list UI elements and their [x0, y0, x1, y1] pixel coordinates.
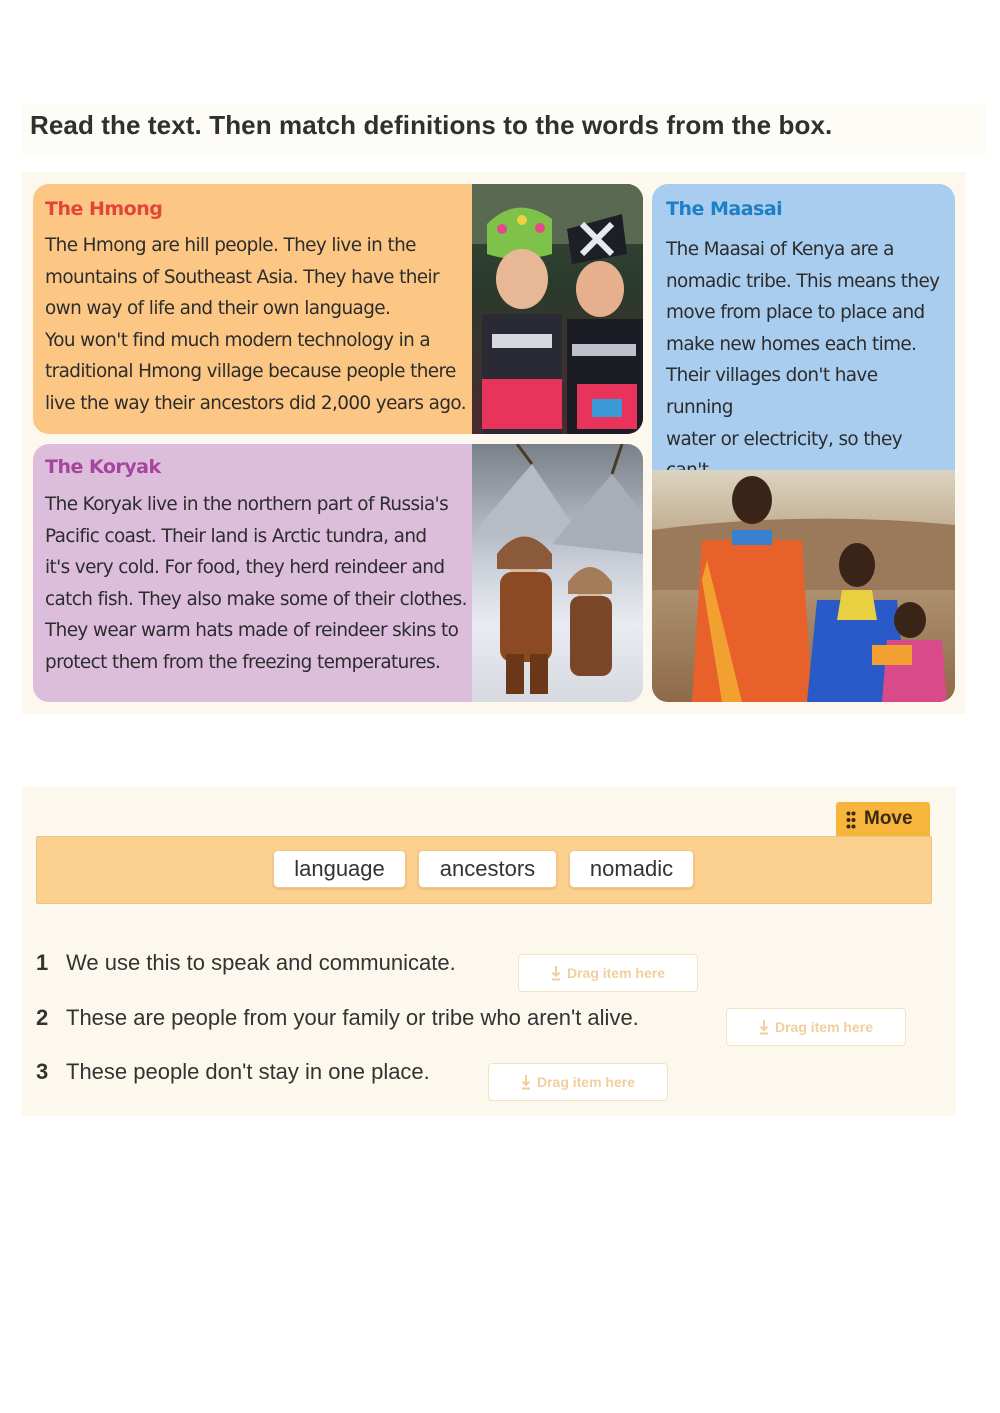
drop-zone-3[interactable] — [488, 1063, 668, 1101]
maasai-line: water or electricity, so they — [666, 428, 902, 450]
download-arrow-icon — [521, 1074, 531, 1090]
hmong-title: The Hmong — [45, 198, 163, 220]
hmong-line: traditional Hmong village because people there — [45, 361, 456, 383]
question-3-number: 3 — [36, 1059, 49, 1084]
move-label: Move — [864, 808, 913, 829]
hmong-line: You won't find much modern technology in a — [45, 329, 431, 351]
download-arrow-icon — [759, 1019, 769, 1035]
drop-zone-label: Drag item here — [774, 1019, 874, 1035]
move-handle[interactable] — [836, 802, 930, 836]
koryak-line: catch fish. They also make some of their clothes. — [45, 588, 467, 610]
maasai-line: move from place to place and — [666, 302, 925, 324]
hmong-line: own way of life and their own language. — [45, 298, 391, 320]
question-2-number: 2 — [36, 1005, 49, 1030]
question-3-text: These people don't stay in one place. — [66, 1059, 430, 1084]
koryak-line: The Koryak live in the northern part of Russia's — [45, 494, 449, 515]
hmong-photo-illustration — [472, 184, 643, 434]
koryak-photo-illustration — [472, 444, 643, 702]
question-1-text: We use this to speak and communicate. — [66, 950, 456, 975]
drop-zone-1[interactable] — [518, 954, 698, 992]
word-chip-nomadic[interactable]: nomadic — [569, 850, 694, 888]
question-1-number: 1 — [36, 950, 49, 975]
drop-zone-label: Drag item here — [536, 1074, 636, 1090]
hmong-line: The Hmong are hill people. They live in the — [45, 235, 416, 256]
drop-zone-2[interactable] — [726, 1008, 906, 1046]
download-arrow-icon — [551, 965, 561, 981]
instruction-heading: Read the text. Then match definitions to the words from the box. — [30, 110, 833, 140]
maasai-line: nomadic tribe. This means they — [666, 270, 940, 292]
koryak-photo — [472, 444, 643, 702]
hmong-text — [45, 230, 475, 420]
question-2-text: These are people from your family or tribe who aren't alive. — [66, 1005, 639, 1030]
koryak-text — [45, 489, 475, 679]
word-chip-language[interactable]: language — [273, 850, 406, 888]
maasai-photo-illustration — [652, 470, 955, 702]
hmong-photo — [472, 184, 643, 434]
koryak-line: Pacific coast. Their land is Arctic tundra, and — [45, 525, 427, 547]
koryak-line: it's very cold. For food, they herd reindeer and — [45, 557, 445, 579]
maasai-title: The Maasai — [666, 198, 783, 220]
koryak-line: They wear warm hats made of reindeer skins to — [45, 620, 459, 642]
drop-zone-label: Drag item here — [566, 965, 666, 981]
maasai-line: make new homes each time. — [666, 333, 917, 355]
maasai-line: The Maasai of Kenya are a — [666, 239, 894, 260]
koryak-title: The Koryak — [45, 456, 161, 478]
hmong-line: mountains of Southeast Asia. They have their — [45, 266, 439, 288]
grip-dots-icon — [846, 811, 856, 829]
koryak-line: protect them from the freezing temperatures. — [45, 651, 441, 673]
maasai-line: Their villages don't have running — [666, 365, 878, 418]
hmong-line: live the way their ancestors did 2,000 years ago. — [45, 392, 466, 414]
maasai-photo — [652, 470, 955, 702]
word-chip-ancestors[interactable]: ancestors — [418, 850, 557, 888]
